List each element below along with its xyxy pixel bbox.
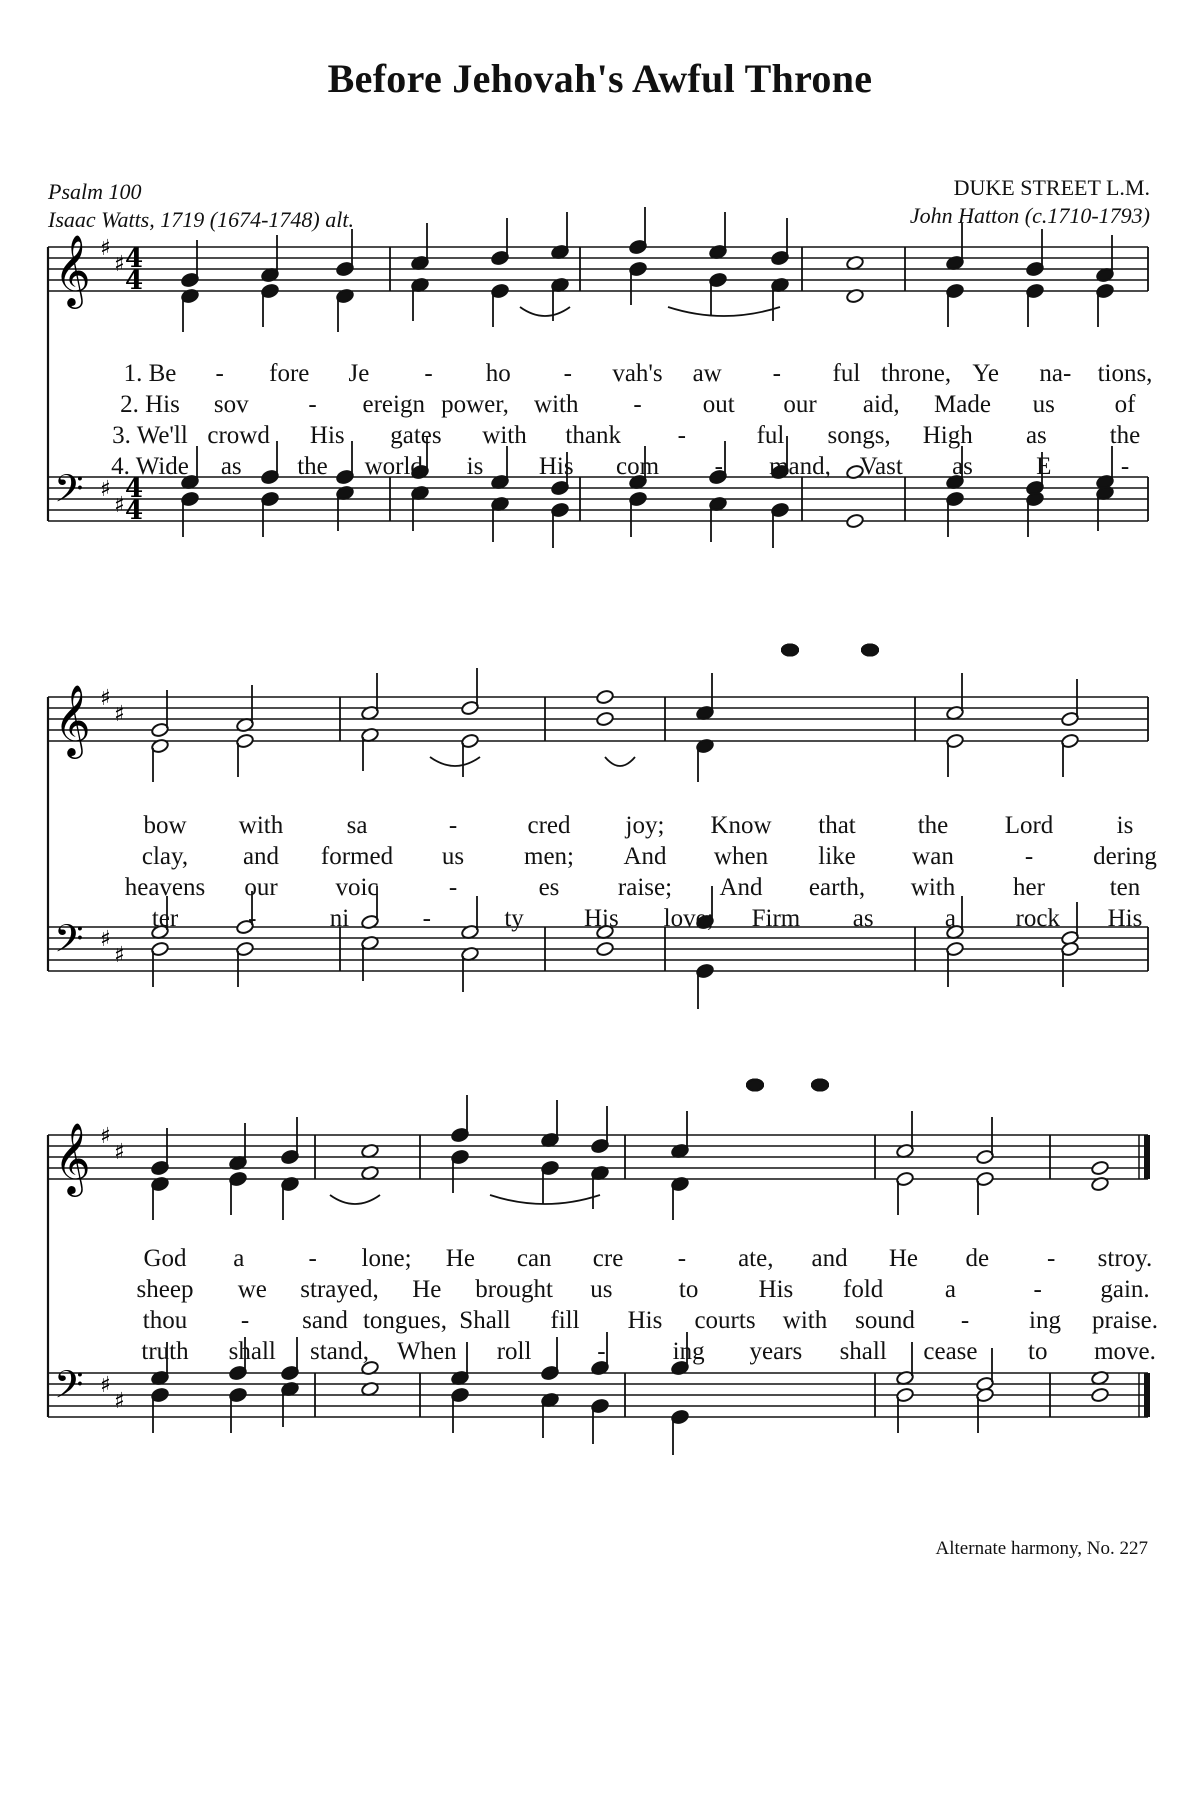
lyric-syllable: is [1116, 812, 1134, 839]
lyric-syllable: love; [663, 905, 714, 932]
lyric-syllable: clay, [141, 843, 189, 870]
lyric-syllable: And [623, 843, 667, 870]
lyric-syllable: of [1114, 391, 1136, 418]
lyric-syllable: Vast [859, 453, 903, 480]
lyric-syllable: power, [441, 391, 509, 418]
lyric-syllable: world [364, 453, 423, 480]
lyric-syllable: de [965, 1245, 990, 1272]
lyric-syllable: like [818, 843, 856, 870]
lyric-syllable: shall [839, 1338, 887, 1365]
lyric-syllable: Made [934, 391, 991, 418]
lyric-syllable: rock [1015, 905, 1060, 932]
lyric-syllable: vah's [612, 360, 663, 387]
lyric-syllable: His [583, 905, 619, 932]
lyric-syllable: sa [346, 812, 368, 839]
key-signature-sharp-icon: ♯ [114, 943, 125, 968]
lyric-syllable: - [633, 391, 642, 418]
lyric-syllable: He [412, 1276, 442, 1303]
hymn-title: Before Jehovah's Awful Throne [327, 56, 873, 101]
lyric-syllable: earth, [808, 874, 866, 901]
lyric-syllable: roll [496, 1338, 532, 1365]
lyric-syllable: with [238, 812, 284, 839]
lyric-syllable: stroy. [1097, 1245, 1153, 1272]
lyric-syllable: truth [141, 1338, 189, 1365]
lyric-syllable: - [422, 905, 431, 932]
key-signature-sharp-icon: ♯ [100, 686, 111, 711]
treble-clef-icon: 𝄞 [54, 683, 91, 756]
key-signature-sharp-icon: ♯ [100, 236, 111, 261]
lyric-syllable: we [237, 1276, 267, 1303]
lyric-syllable: throne, [881, 360, 952, 387]
lyric-syllable: His [758, 1276, 794, 1303]
lyric-syllable: ni [329, 905, 350, 932]
time-signature-digit: 4 [124, 496, 144, 526]
lyric-syllable: out [702, 391, 735, 418]
lyric-syllable: God [143, 1245, 187, 1272]
note-head [782, 645, 798, 656]
lyric-syllable: - [1046, 1245, 1056, 1272]
lyric-syllable: strayed, [300, 1276, 379, 1303]
lyric-syllable: with [910, 874, 956, 901]
lyric-syllable: crowd [207, 422, 270, 449]
lyric-syllable: - [597, 1338, 606, 1365]
lyric-syllable: wan [912, 843, 954, 870]
note-head [747, 1080, 763, 1091]
lyric-syllable: ho [485, 360, 511, 387]
lyric-line-verse-4 [0, 1338, 1200, 1368]
note-head [846, 513, 865, 529]
lyric-line-verse-2 [0, 1276, 1200, 1306]
lyric-syllable: - [677, 422, 686, 449]
key-signature-sharp-icon: ♯ [114, 702, 125, 727]
lyric-syllable: the [917, 812, 949, 839]
lyric-syllable: a [233, 1245, 245, 1272]
note-head [596, 941, 615, 957]
lyric-syllable: - [677, 1245, 687, 1272]
lyric-syllable: to [678, 1276, 699, 1303]
lyric-syllable: a [944, 1276, 957, 1303]
lyric-syllable: years [749, 1338, 803, 1365]
lyric-syllable: heavens [124, 874, 206, 901]
lyric-syllable: as [952, 453, 973, 480]
lyric-syllable: es [538, 874, 560, 901]
lyric-line-verse-3 [0, 1307, 1200, 1337]
note-head [596, 711, 615, 727]
lyric-syllable: with [482, 422, 527, 449]
final-barline-thick [1144, 1373, 1150, 1417]
key-signature-sharp-icon: ♯ [114, 252, 125, 277]
slur [520, 307, 570, 316]
lyric-syllable: sand [302, 1307, 348, 1334]
lyric-syllable: cease [923, 1338, 978, 1365]
lyric-syllable: - [240, 1307, 250, 1334]
lyric-syllable: na- [1039, 360, 1072, 387]
lyric-syllable: - [772, 360, 781, 387]
tune-name: DUKE STREET L.M. [953, 175, 1150, 200]
lyric-syllable: ter [151, 905, 179, 932]
lyric-syllable: stand, [310, 1338, 370, 1365]
lyric-syllable: tongues, [362, 1307, 448, 1334]
lyric-line-verse-4 [0, 453, 1200, 483]
lyric-syllable: - [1033, 1276, 1042, 1303]
lyric-syllable: - [424, 360, 433, 387]
lyric-syllable: and [811, 1245, 848, 1272]
lyric-syllable: our [783, 391, 817, 418]
lyric-syllable: ful [832, 360, 861, 387]
lyric-syllable: mand, [769, 453, 831, 480]
lyric-syllable: as [220, 453, 242, 480]
lyric-syllable: E [1036, 453, 1052, 480]
lyric-syllable: High [922, 422, 973, 449]
text-author: Isaac Watts, 1719 (1674-1748) alt. [48, 207, 354, 232]
lyric-syllable: ate, [738, 1245, 774, 1272]
lyric-syllable: He [888, 1245, 919, 1272]
lyric-line-verse-2 [0, 391, 1200, 421]
lyric-syllable: aid, [862, 391, 900, 418]
lyric-syllable: sound [855, 1307, 915, 1334]
lyric-syllable: sheep [136, 1276, 194, 1303]
lyric-syllable: cred [527, 812, 571, 839]
lyric-syllable: His [538, 453, 574, 480]
lyric-syllable: the [297, 453, 328, 480]
lyric-syllable: - [308, 391, 317, 418]
lyric-syllable: move. [1094, 1338, 1156, 1365]
lyric-syllable: ing [672, 1338, 705, 1365]
lyric-syllable: brought [475, 1276, 553, 1303]
lyric-syllable: 3. We'll [112, 422, 188, 449]
lyric-syllable: to [1027, 1338, 1048, 1365]
lyric-syllable: com [615, 453, 660, 480]
psalm-reference: Psalm 100 [48, 179, 142, 204]
bass-clef-icon: 𝄢 [54, 1362, 84, 1416]
lyric-syllable: and [242, 843, 280, 870]
key-signature-sharp-icon: ♯ [100, 477, 111, 502]
lyric-syllable: - [308, 1245, 317, 1272]
lyric-syllable: shall [228, 1338, 276, 1365]
lyric-line-verse-1 [0, 812, 1200, 842]
slur [490, 1195, 600, 1204]
lyric-syllable: formed [320, 843, 394, 870]
lyric-syllable: tions, [1097, 360, 1153, 387]
lyric-syllable: Ye [972, 360, 1000, 387]
lyric-syllable: - [448, 812, 458, 839]
key-signature-sharp-icon: ♯ [100, 1124, 111, 1149]
lyric-line-verse-1 [0, 360, 1200, 390]
lyric-syllable: ereign [362, 391, 425, 418]
lyric-syllable: Shall [459, 1307, 511, 1334]
lyric-syllable: courts [694, 1307, 756, 1334]
alternate-harmony-note: Alternate harmony, No. 227 [935, 1538, 1148, 1559]
note-head [596, 689, 615, 705]
lyric-syllable: He [445, 1245, 475, 1272]
lyric-syllable: aw [692, 360, 722, 387]
lyric-syllable: voic [335, 874, 379, 901]
lyric-syllable: ful [756, 422, 785, 449]
lyric-syllable: - [1120, 453, 1130, 480]
lyric-syllable: joy; [625, 812, 665, 839]
lyric-syllable: that [818, 812, 856, 839]
lyric-syllable: His [309, 422, 345, 449]
lyric-syllable: When [396, 1338, 457, 1365]
lyric-syllable: as [1025, 422, 1047, 449]
time-signature-digit: 4 [124, 266, 144, 296]
time-signature-digit: 4 [124, 474, 144, 504]
lyric-syllable: 1. Be [123, 360, 177, 387]
lyric-syllable: ing [1029, 1307, 1061, 1334]
note-head [862, 645, 878, 656]
lyric-syllable: lone; [361, 1245, 412, 1272]
bass-clef-icon: 𝄢 [54, 466, 84, 520]
lyric-syllable: - [1024, 843, 1034, 870]
lyric-line-verse-3 [0, 422, 1200, 452]
key-signature-sharp-icon: ♯ [114, 493, 125, 518]
key-signature-sharp-icon: ♯ [100, 927, 111, 952]
lyric-syllable: raise; [617, 874, 673, 901]
lyric-syllable: bow [143, 812, 187, 839]
lyric-syllable: fold [843, 1276, 884, 1303]
final-barline-thick [1144, 1135, 1150, 1179]
lyric-syllable: men; [524, 843, 574, 870]
lyric-syllable: - [215, 360, 224, 387]
lyric-syllable: us [441, 843, 465, 870]
slur [430, 757, 480, 766]
lyric-line-verse-4 [0, 905, 1200, 935]
lyric-syllable: the [1109, 422, 1141, 449]
lyric-syllable: - [960, 1307, 970, 1334]
slur [605, 757, 635, 766]
lyric-syllable: ten [1109, 874, 1141, 901]
lyric-syllable: thank [565, 422, 621, 449]
lyric-syllable: can [516, 1245, 552, 1272]
lyric-syllable: ty [504, 905, 524, 932]
lyric-syllable: Firm [751, 905, 801, 932]
lyric-syllable: His [1107, 905, 1143, 932]
lyric-syllable: 4. Wide [111, 453, 189, 480]
lyric-syllable: with [534, 391, 579, 418]
slur [668, 307, 780, 316]
treble-clef-icon: 𝄞 [54, 1121, 91, 1194]
lyric-syllable: Lord [1004, 812, 1054, 839]
lyric-line-verse-2 [0, 843, 1200, 873]
lyric-syllable: thou [142, 1307, 188, 1334]
lyric-syllable: - [714, 453, 723, 480]
slur [330, 1195, 380, 1204]
note-head [1091, 1387, 1110, 1403]
key-signature-sharp-icon: ♯ [100, 1373, 111, 1398]
key-signature-sharp-icon: ♯ [114, 1389, 125, 1414]
lyric-syllable: His [627, 1307, 663, 1334]
lyric-syllable: sov [213, 391, 249, 418]
lyric-line-verse-3 [0, 874, 1200, 904]
tune-composer: John Hatton (c.1710-1793) [909, 203, 1150, 228]
lyric-syllable: fore [269, 360, 310, 387]
lyric-syllable: songs, [827, 422, 891, 449]
lyric-syllable: a [944, 905, 957, 932]
lyric-syllable: praise. [1092, 1307, 1158, 1334]
lyric-line-verse-1 [0, 1245, 1200, 1275]
lyric-syllable: with [782, 1307, 828, 1334]
lyric-syllable: our [244, 874, 278, 901]
lyric-syllable: gates [390, 422, 442, 449]
lyric-syllable: us [1032, 391, 1055, 418]
lyric-syllable: dering [1093, 843, 1157, 870]
bass-clef-icon: 𝄢 [54, 916, 84, 970]
lyric-syllable: gain. [1100, 1276, 1150, 1303]
lyric-syllable: as [852, 905, 874, 932]
lyric-syllable: - [448, 874, 458, 901]
note-head [812, 1080, 828, 1091]
lyric-syllable: And [719, 874, 763, 901]
lyric-syllable: Je [348, 360, 370, 387]
lyric-syllable: - [563, 360, 573, 387]
note-head [1091, 1160, 1110, 1176]
lyric-syllable: when [713, 843, 769, 870]
lyric-syllable: is [466, 453, 484, 480]
lyric-syllable: 2. His [120, 391, 180, 418]
lyric-syllable: cre [592, 1245, 624, 1272]
lyric-syllable: Know [710, 812, 772, 839]
lyric-syllable: her [1013, 874, 1045, 901]
key-signature-sharp-icon: ♯ [114, 1140, 125, 1165]
lyric-syllable: - [248, 905, 257, 932]
lyric-syllable: fill [550, 1307, 580, 1334]
treble-clef-icon: 𝄞 [54, 233, 91, 306]
time-signature-digit: 4 [124, 244, 144, 274]
lyric-syllable: us [590, 1276, 613, 1303]
